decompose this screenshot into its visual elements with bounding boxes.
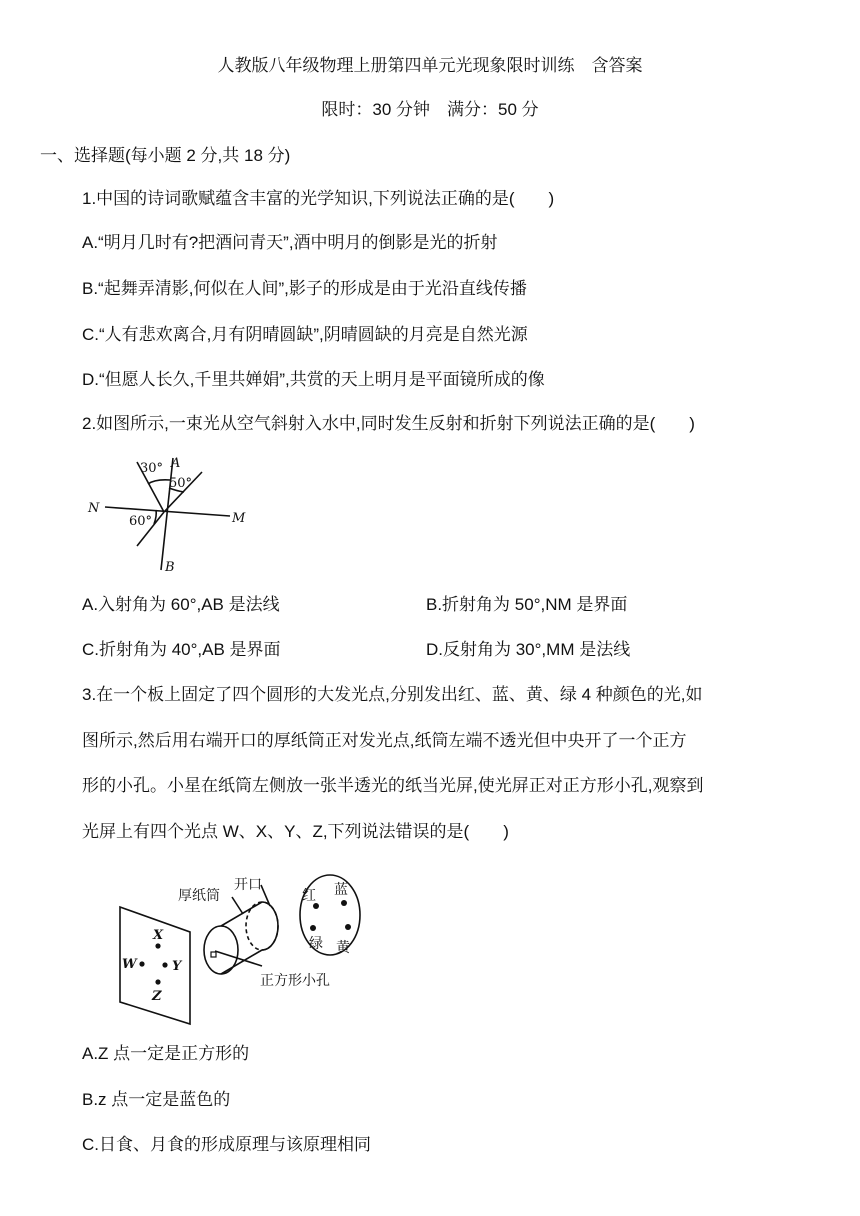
question-2-figure	[85, 450, 260, 578]
question-1-option-d: D.“但愿人长久,千里共婵娟”,共赏的天上明月是平面镜所成的像	[82, 370, 545, 389]
square-hole	[211, 952, 216, 957]
question-3-stem-line-1: 3.在一个板上固定了四个圆形的大发光点,分别发出红、蓝、黄、绿 4 种颜色的光,如	[82, 685, 703, 704]
label-50: 50°	[169, 476, 193, 491]
question-3-stem-line-4: 光屏上有四个光点 W、X、Y、Z,下列说法错误的是( )	[82, 822, 509, 841]
question-2-option-b: B.折射角为 50°,NM 是界面	[426, 595, 628, 614]
question-2-option-a: A.入射角为 60°,AB 是法线	[82, 595, 280, 614]
document-title: 人教版八年级物理上册第四单元光现象限时训练 含答案	[217, 56, 643, 75]
question-3-option-c: C.日食、月食的形成原理与该原理相同	[82, 1135, 371, 1154]
label-tube: 厚纸筒	[178, 888, 220, 904]
label-y: Y	[172, 959, 182, 974]
question-1-option-a: A.“明月几时有?把酒问青天”,酒中明月的倒影是光的折射	[82, 233, 498, 252]
question-2-option-c: C.折射角为 40°,AB 是界面	[82, 640, 281, 659]
label-a: A	[171, 456, 181, 471]
question-3-option-b: B.z 点一定是蓝色的	[82, 1090, 231, 1109]
question-1-option-b: B.“起舞弄清影,何似在人间”,影子的形成是由于光沿直线传播	[82, 279, 527, 298]
question-1-option-c: C.“人有悲欢离合,月有阴晴圆缺”,阴晴圆缺的月亮是自然光源	[82, 325, 528, 344]
label-opening: 开口	[234, 877, 262, 893]
question-2-stem: 2.如图所示,一束光从空气斜射入水中,同时发生反射和折射下列说法正确的是( )	[82, 414, 695, 433]
label-blue: 蓝	[334, 882, 348, 898]
question-2-option-d: D.反射角为 30°,MM 是法线	[426, 640, 631, 659]
question-3-figure	[110, 862, 380, 1030]
label-w: W	[122, 957, 137, 972]
label-yellow: 黄	[336, 940, 350, 956]
label-60: 60°	[129, 514, 153, 529]
question-3-stem-line-3: 形的小孔。小星在纸筒左侧放一张半透光的纸当光屏,使光屏正对正方形小孔,观察到	[82, 776, 704, 795]
question-1-stem: 1.中国的诗词歌赋蕴含丰富的光学知识,下列说法正确的是( )	[82, 189, 555, 208]
label-n: N	[88, 501, 100, 516]
document-subtitle: 限时：30 分钟 满分：50 分	[321, 100, 539, 119]
question-3-option-a: A.Z 点一定是正方形的	[82, 1044, 250, 1063]
section-heading: 一、选择题(每小题 2 分,共 18 分)	[40, 146, 291, 165]
label-x: X	[153, 928, 164, 943]
angle-arc-30	[148, 480, 170, 484]
label-30: 30°	[140, 461, 164, 476]
label-red: 红	[302, 888, 316, 904]
label-z: Z	[152, 989, 162, 1004]
label-b: B	[165, 560, 175, 575]
label-m: M	[232, 511, 246, 526]
question-3-stem-line-2: 图所示,然后用右端开口的厚纸筒正对发光点,纸筒左端不透光但中央开了一个正方	[82, 731, 687, 750]
label-green: 绿	[309, 936, 323, 952]
label-square-hole: 正方形小孔	[260, 973, 330, 989]
